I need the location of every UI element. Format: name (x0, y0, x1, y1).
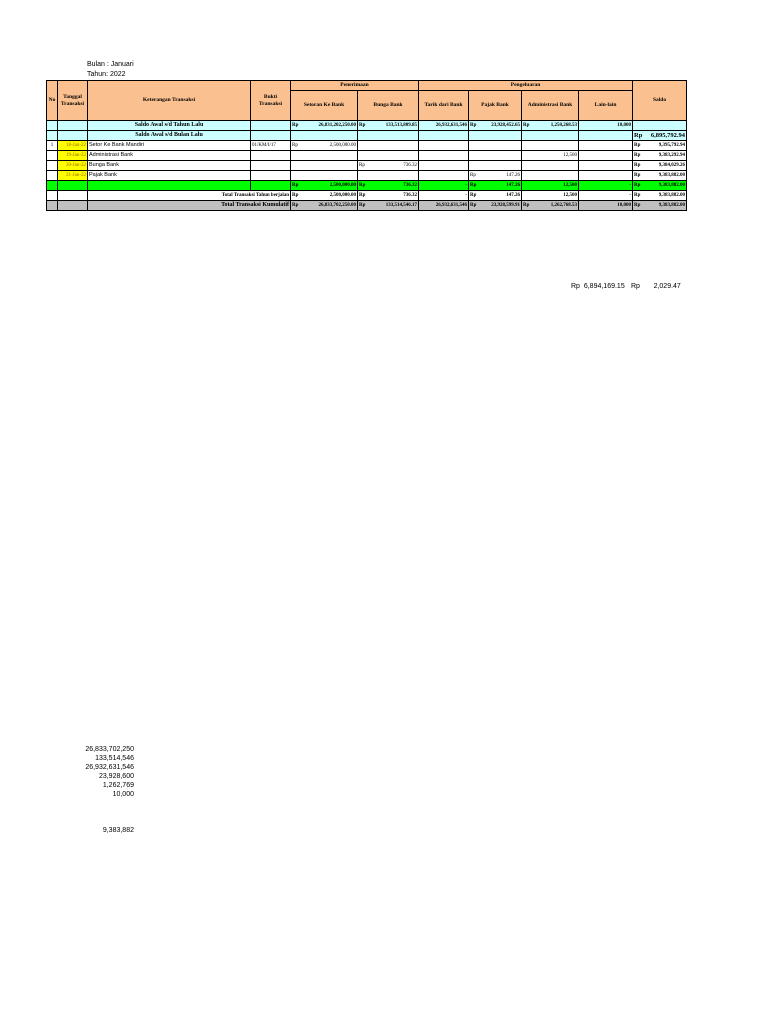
currency-symbol: Rp (359, 123, 366, 128)
saldo-awal-bunga: 133,513,809.85 (385, 123, 418, 128)
table-row (47, 141, 687, 151)
total-berjalan-row (47, 191, 687, 201)
list-item: 10,000 (112, 791, 134, 798)
total-berjalan-label: Total Transaksi Tahun berjalan (88, 191, 291, 201)
summary-value-2 (631, 283, 681, 290)
total-berjalan-bunga: 736.32 (403, 193, 418, 198)
row-date: 20-Jan-22 (58, 161, 88, 171)
row-pajak: 147.26 (506, 173, 521, 178)
saldo-awal-bulan-row (47, 131, 687, 141)
row-admin: 12,500 (522, 151, 579, 161)
saldo-awal-setoran: 26,831,202,250.00 (318, 123, 356, 128)
col-lain-header: Lain-lain (579, 91, 633, 121)
currency-symbol: Rp (634, 173, 641, 178)
row-date: 21-Jan-22 (58, 171, 88, 181)
col-pajak-header: Pajak Bank (469, 91, 522, 121)
currency-symbol: Rp (470, 203, 477, 208)
col-tarik-header: Tarik dari Bank (419, 91, 469, 121)
col-setoran-header: Setoran Ke Bank (291, 91, 358, 121)
currency-symbol: Rp (571, 283, 580, 290)
row-desc: Administrasi Bank (88, 151, 251, 161)
currency-symbol: Rp (631, 283, 640, 290)
row-saldo: 9,383,882.00 (658, 173, 686, 178)
total-kumulatif-row (47, 201, 687, 211)
currency-symbol: Rp (470, 123, 477, 128)
currency-symbol: Rp (634, 163, 641, 168)
row-saldo: 9,395,792.94 (658, 143, 686, 148)
col-bukti-header: Bukti Transaksi (251, 81, 291, 121)
saldo-awal-tahun-row (47, 121, 687, 131)
row-saldo: 9,384,029.26 (658, 163, 686, 168)
col-desc-header: Keterangan Transaksi (88, 81, 251, 121)
currency-symbol: Rp (634, 193, 641, 198)
currency-symbol: Rp (470, 173, 476, 178)
subtotal-row (47, 181, 687, 191)
subtotal-tarik: - (419, 181, 469, 191)
subtotal-admin: 12,500 (522, 181, 579, 191)
col-date-header: Tanggal Transaksi (58, 81, 88, 121)
total-berjalan-setoran: 2,500,000.00 (329, 193, 356, 198)
currency-symbol: Rp (359, 183, 366, 188)
final-total: 9,383,882 (102, 827, 134, 834)
row-bunga: 736.32 (403, 163, 418, 168)
total-berjalan-lain: - (579, 191, 633, 201)
total-berjalan-tarik: - (419, 191, 469, 201)
row-desc: Pajak Bank (88, 171, 251, 181)
currency-symbol: Rp (634, 132, 643, 139)
currency-symbol: Rp (359, 193, 366, 198)
row-no: 1 (47, 141, 58, 151)
row-date: 19-Jan-22 (58, 151, 88, 161)
list-item: 133,514,546 (95, 755, 134, 762)
table-row (47, 161, 687, 171)
table-row (47, 151, 687, 161)
currency-symbol: Rp (470, 183, 477, 188)
total-kumulatif-tarik: 26,932,631,546 (419, 201, 469, 211)
currency-symbol: Rp (359, 203, 366, 208)
col-saldo-header: Saldo (633, 81, 687, 121)
currency-symbol: Rp (634, 153, 641, 158)
currency-symbol: Rp (292, 183, 299, 188)
currency-symbol: Rp (634, 143, 641, 148)
saldo-awal-bulan-value: 6,895,792.94 (650, 132, 686, 139)
total-kumulatif-bunga: 133,514,546.17 (385, 203, 418, 208)
row-saldo: 9,383,292.94 (658, 153, 686, 158)
total-kumulatif-lain: 10,000 (579, 201, 633, 211)
currency-symbol: Rp (523, 203, 530, 208)
totals-list (60, 745, 134, 799)
summary-value-2-amount: 2,029.47 (653, 283, 681, 290)
currency-symbol: Rp (470, 193, 477, 198)
currency-symbol: Rp (523, 123, 530, 128)
total-kumulatif-label: Total Transaksi Kumulatif (88, 201, 291, 211)
summary-value-1 (571, 283, 625, 290)
currency-symbol: Rp (292, 123, 299, 128)
row-desc: Setor Ke Bank Mandiri (88, 141, 251, 151)
total-kumulatif-admin: 1,262,768.53 (550, 203, 578, 208)
col-no-header: No (47, 81, 58, 121)
currency-symbol: Rp (634, 183, 641, 188)
row-setoran: 2,500,000.00 (329, 143, 356, 148)
total-berjalan-saldo: 9,383,882.00 (658, 193, 686, 198)
saldo-awal-tahun-label: Saldo Awal s/d Tahun Lalu (88, 121, 251, 131)
saldo-awal-admin: 1,250,268.53 (550, 123, 578, 128)
list-item: 26,833,702,250 (85, 746, 134, 753)
saldo-awal-bulan-label: Saldo Awal s/d Bulan Lalu (88, 131, 251, 141)
total-berjalan-admin: 12,500 (522, 191, 579, 201)
saldo-awal-lain: 10,000 (579, 121, 633, 131)
summary-value-1-amount: 6,894,169.15 (583, 283, 625, 290)
subtotal-lain: - (579, 181, 633, 191)
bank-ledger-table (46, 80, 687, 211)
total-kumulatif-pajak: 23,928,599.91 (491, 203, 521, 208)
list-item: 23,928,600 (98, 773, 134, 780)
currency-symbol: Rp (292, 193, 299, 198)
currency-symbol: Rp (292, 203, 299, 208)
col-bunga-header: Bunga Bank (358, 91, 419, 121)
total-berjalan-pajak: 147.26 (506, 193, 521, 198)
row-desc: Bunga Bank (88, 161, 251, 171)
subtotal-pajak: 147.26 (506, 183, 521, 188)
pengeluaran-header: Pengeluaran (419, 81, 633, 91)
list-item: 26,932,631,546 (85, 764, 134, 771)
currency-symbol: Rp (292, 143, 298, 148)
row-date: 18-Jan-22 (58, 141, 88, 151)
list-item: 1,262,769 (102, 782, 134, 789)
saldo-awal-tarik: 26,932,631,546 (419, 121, 469, 131)
month-label: Bulan : Januari (87, 61, 134, 68)
col-admin-header: Administrasi Bank (522, 91, 579, 121)
saldo-awal-pajak: 23,928,452.65 (491, 123, 521, 128)
total-kumulatif-setoran: 26,833,702,250.00 (318, 203, 356, 208)
table-row (47, 171, 687, 181)
year-label: Tahun: 2022 (87, 71, 126, 78)
currency-symbol: Rp (359, 163, 365, 168)
penerimaan-header: Penerimaan (291, 81, 419, 91)
subtotal-setoran: 2,500,000.00 (329, 183, 356, 188)
total-kumulatif-saldo: 9,383,882.00 (658, 203, 686, 208)
row-bukti: 01/KM/I/17 (251, 141, 291, 151)
subtotal-saldo: 9,383,882.00 (658, 183, 686, 188)
subtotal-bunga: 736.32 (403, 183, 418, 188)
currency-symbol: Rp (634, 203, 641, 208)
